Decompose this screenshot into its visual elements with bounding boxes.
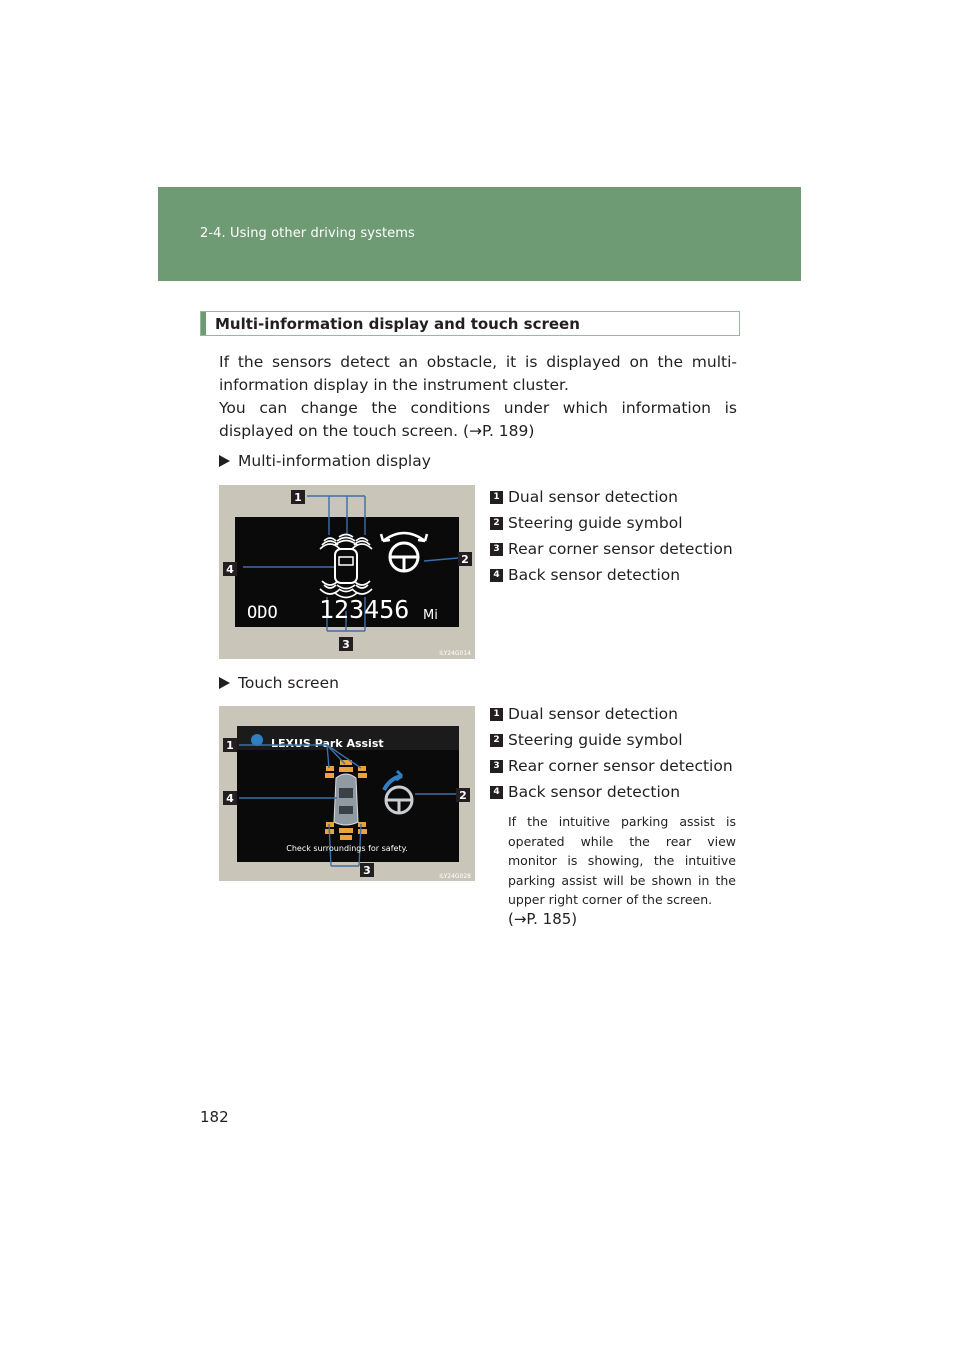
legend-text: Dual sensor detection — [508, 705, 678, 723]
fig1-callout-2: 2 — [461, 553, 469, 566]
number-4-icon: 4 — [490, 569, 503, 582]
legend-item — [490, 727, 733, 753]
number-3-icon: 3 — [490, 760, 503, 773]
legend-item — [490, 753, 733, 779]
section-title: Multi-information display and touch screen — [215, 315, 580, 333]
multi-info-heading — [219, 452, 431, 470]
fig2-code: ILY24G028 — [439, 873, 471, 880]
number-4-icon: 4 — [490, 786, 503, 799]
intro-paragraph: If the sensors detect an obstacle, it is displayed on the multi-information display in the instrument cluster. — [219, 353, 737, 394]
multi-info-figure — [219, 485, 475, 663]
fig1-code: ILY24G014 — [439, 650, 471, 657]
fig2-callout-4: 4 — [226, 792, 234, 805]
number-1-icon: 1 — [490, 708, 503, 721]
legend-text: Rear corner sensor detection — [508, 757, 733, 775]
legend-item — [490, 484, 733, 510]
section-heading-accent — [201, 312, 206, 335]
odo-label: ODO — [247, 603, 278, 623]
triangle-bullet-icon — [219, 455, 230, 467]
fig2-callout-2: 2 — [459, 789, 467, 802]
number-2-icon: 2 — [490, 734, 503, 747]
legend-text: Steering guide symbol — [508, 514, 683, 532]
rear-view-note-text: If the intuitive parking assist is operated while the rear view monitor is showing, the intuitive parking assist will be shown in the upper right corner of the screen. — [508, 814, 736, 907]
park-assist-title: LEXUS Park Assist — [271, 737, 384, 750]
fig2-callout-1: 1 — [226, 739, 234, 752]
legend-item — [490, 779, 733, 805]
section-heading-box — [200, 311, 740, 336]
legend-item — [490, 536, 733, 562]
fig1-callout-3: 3 — [342, 638, 350, 651]
legend-text: Back sensor detection — [508, 783, 681, 801]
chapter-header-band — [158, 187, 801, 281]
touch-screen-heading — [219, 674, 339, 692]
fig1-callout-1: 1 — [294, 491, 302, 504]
settings-paragraph: You can change the conditions under which information is displayed on the touch screen. (→P. 189) — [219, 399, 737, 440]
page-number: 182 — [200, 1108, 229, 1126]
number-2-icon: 2 — [490, 517, 503, 530]
touch-screen-illustration — [219, 706, 475, 881]
touch-screen-figure — [219, 706, 475, 885]
legend-item — [490, 701, 733, 727]
rear-view-note-reference: (→P. 185) — [508, 909, 578, 928]
number-1-icon: 1 — [490, 491, 503, 504]
number-3-icon: 3 — [490, 543, 503, 556]
legend-text: Rear corner sensor detection — [508, 540, 733, 558]
multi-info-heading-text: Multi-information display — [238, 452, 431, 470]
chapter-section-label: 2-4. Using other driving systems — [200, 226, 415, 241]
legend-text: Steering guide symbol — [508, 731, 683, 749]
rear-view-note — [508, 812, 736, 929]
odo-value: 123456 — [319, 595, 410, 624]
legend-text: Back sensor detection — [508, 566, 681, 584]
multi-info-illustration — [219, 485, 475, 659]
fig2-callout-3: 3 — [363, 864, 371, 877]
odo-unit: Mi — [423, 608, 438, 623]
legend-text: Dual sensor detection — [508, 488, 678, 506]
touch-screen-legend — [490, 701, 733, 805]
fig1-callout-4: 4 — [226, 563, 234, 576]
legend-item — [490, 562, 733, 588]
touch-screen-heading-text: Touch screen — [238, 674, 339, 692]
multi-info-legend — [490, 484, 733, 588]
triangle-bullet-icon — [219, 677, 230, 689]
legend-item — [490, 510, 733, 536]
check-surroundings-message: Check surroundings for safety. — [286, 844, 408, 853]
